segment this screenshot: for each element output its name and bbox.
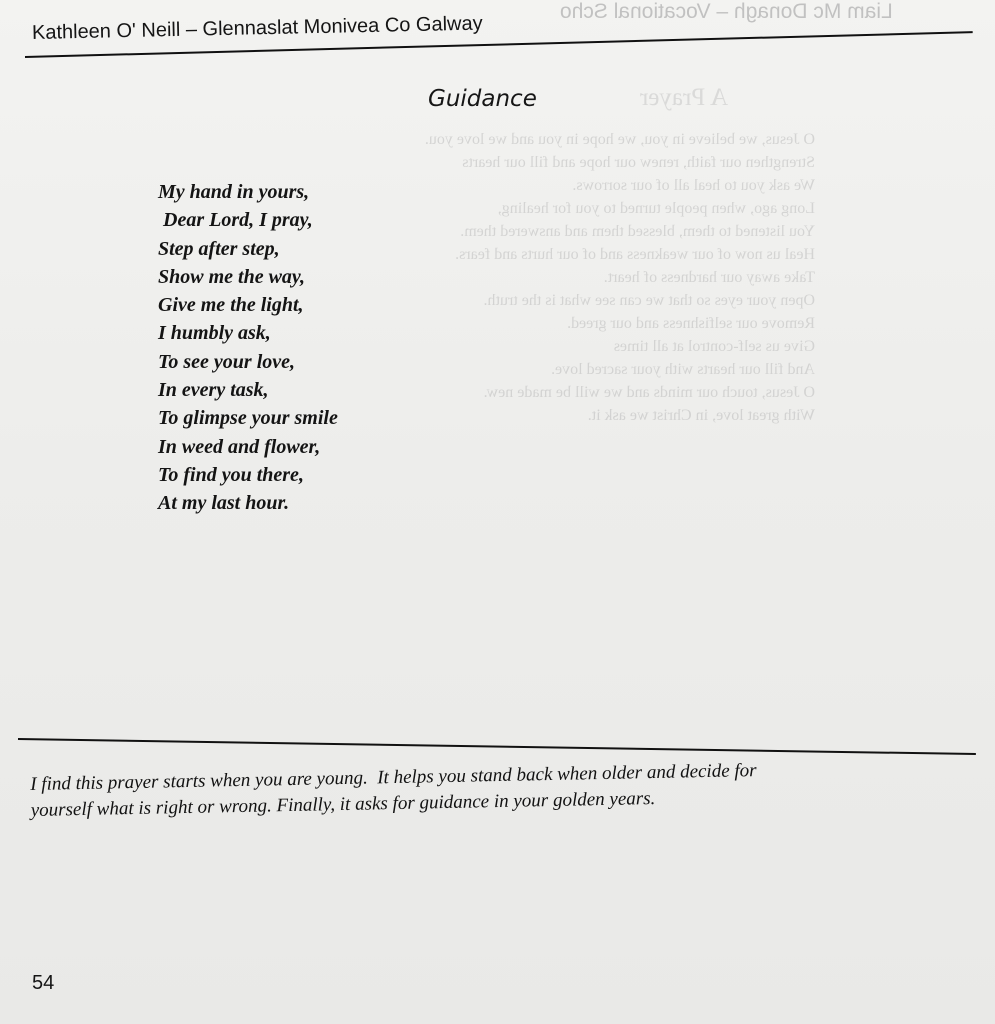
poem-line: To find you there, bbox=[158, 463, 304, 486]
poem-line: My hand in yours, bbox=[158, 181, 310, 203]
poem-body bbox=[158, 178, 338, 518]
comment-divider bbox=[18, 738, 976, 755]
poem-line: To glimpse your smile bbox=[158, 407, 338, 430]
poem-line: To see your love, bbox=[158, 350, 296, 373]
poem-line: In weed and flower, bbox=[158, 435, 321, 458]
poem-title: Guidance bbox=[428, 86, 537, 112]
poem-line: At my last hour. bbox=[158, 492, 290, 515]
poem-line: Dear Lord, I pray, bbox=[158, 209, 313, 232]
page-number: 54 bbox=[32, 972, 55, 994]
bleed-through-header: Liam Mc Donagh – Vocational Scho bbox=[560, 0, 893, 23]
bleed-through-title: A Prayer bbox=[640, 84, 729, 111]
commentary-line: I find this prayer starts when you are young. It helps you stand back when older and decide for bbox=[30, 760, 757, 795]
poem-line: In every task, bbox=[158, 379, 269, 402]
poem-line: I humbly ask, bbox=[158, 322, 271, 345]
poem-line: Step after step, bbox=[158, 237, 280, 260]
bleed-through-text: O Jesus, we believe in you, we hope in you and we love you. Strengthen our faith, renew our hope and fill our hearts We ask you to heal all of our sorrows. Long ago, when people turned to you for healing, You listened to them, blessed them and answered them. Heal us now of our weakness and of our hurts and fears. Take away our hardness of heart. Open your eyes so that we can see what is the truth. Remove our selfishness and our greed. Give us self-control at all times And fill our hearts with your sacred love. O Jesus, touch our minds and we will be made new. With great love, in Christ we ask it. bbox=[424, 131, 815, 424]
commentary-paragraph bbox=[30, 754, 971, 824]
commentary-line: yourself what is right or wrong. Finally, it asks for guidance in your golden years. bbox=[30, 788, 656, 821]
poem-line: Show me the way, bbox=[158, 265, 306, 288]
page-header: Kathleen O' Neill – Glennaslat Monivea Co Galway bbox=[31, 12, 483, 44]
poem-line: Give me the light, bbox=[158, 294, 304, 317]
